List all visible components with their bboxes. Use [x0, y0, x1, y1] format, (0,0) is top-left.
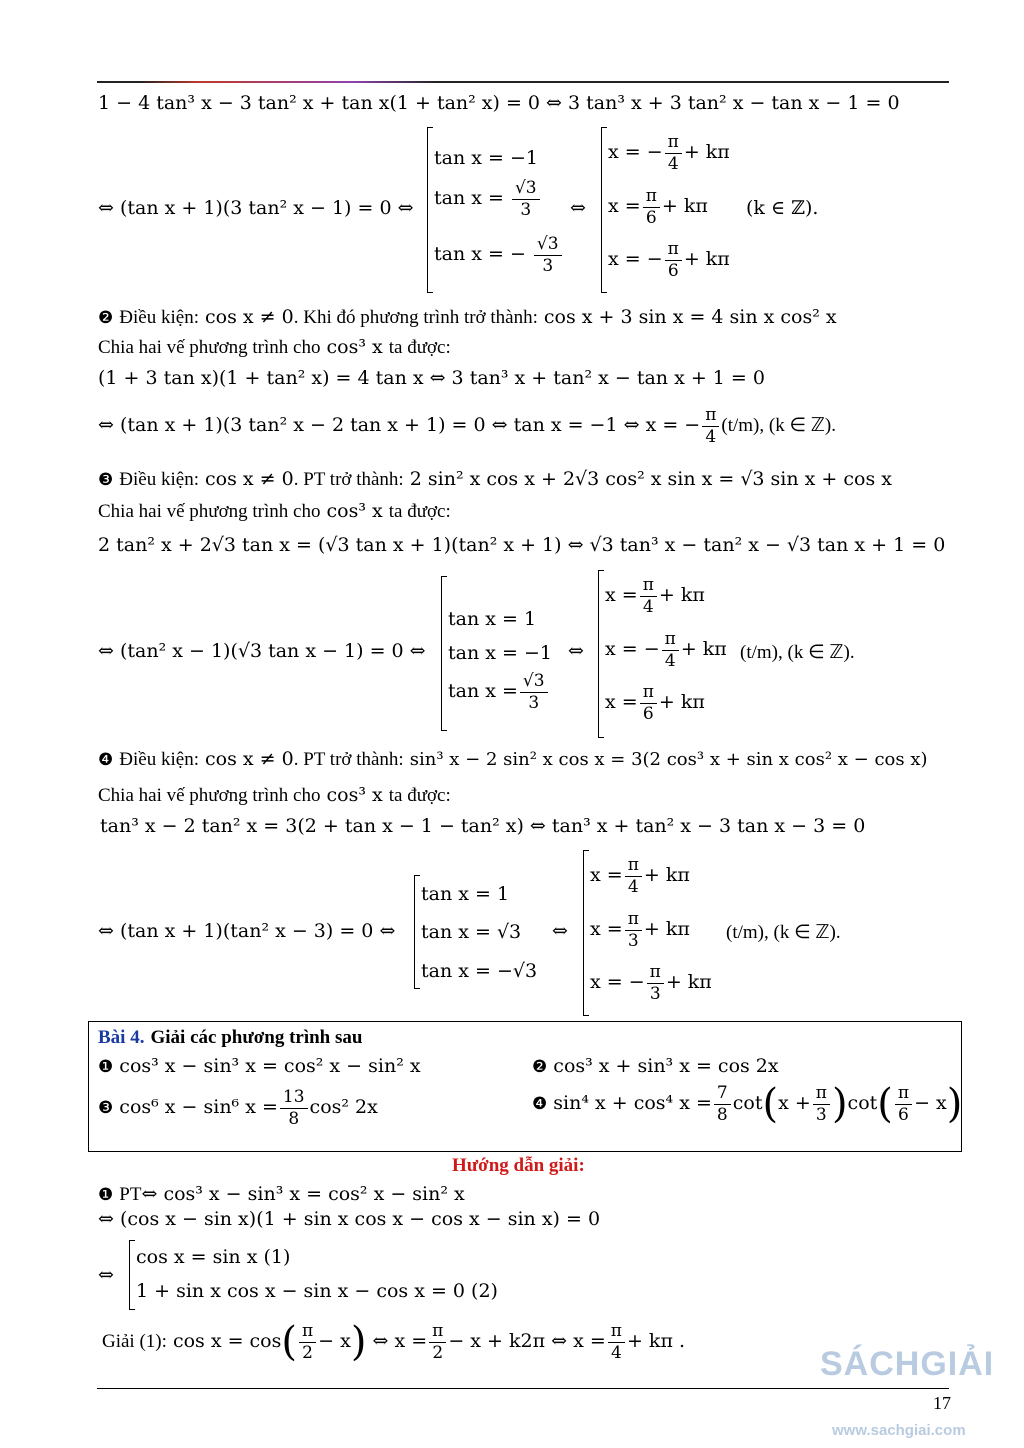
exercise-number: Bài 4.: [98, 1027, 145, 1048]
root-3: [605, 683, 705, 723]
fraction-den: 8: [716, 1104, 728, 1125]
text: (t/m), (k ∈ ℤ).: [721, 415, 836, 437]
fraction: [702, 406, 719, 446]
case-tan-3: tan x = −√3: [421, 960, 538, 982]
fraction-num: √3: [520, 672, 548, 693]
fraction: [625, 856, 642, 896]
root-label: x =: [605, 691, 638, 714]
math: cos x ≠ 0: [205, 748, 294, 770]
math: cot: [847, 1092, 878, 1115]
text: . PT trở thành:: [293, 469, 404, 490]
math: sin³ x − 2 sin² x cos x = 3(2 cos³ x + sin x cos² x − cos x): [409, 749, 928, 770]
fraction-den: 2: [302, 1342, 313, 1363]
text: Chia hai vế phương trình cho: [98, 785, 321, 806]
math: cos² 2x: [309, 1096, 378, 1119]
fraction-num: π: [299, 1322, 316, 1343]
fraction: [895, 1084, 912, 1124]
problem-4: [532, 1081, 963, 1128]
root-label: x = −: [608, 248, 663, 271]
root-label: x = −: [605, 638, 660, 661]
equiv-arrow: ⇔: [98, 1264, 114, 1286]
case-label: tan x = −: [434, 243, 526, 266]
fraction-num: π: [643, 187, 660, 208]
fraction-den: 3: [649, 983, 661, 1004]
fraction-num: 7: [714, 1084, 731, 1105]
footer-rule: [97, 1388, 949, 1389]
fraction-den: 3: [528, 692, 540, 713]
fraction: [640, 576, 657, 616]
fraction-num: π: [625, 910, 642, 931]
text: Điều kiện:: [119, 469, 199, 490]
case-system-sol: [129, 1240, 498, 1310]
math: cos³ x − sin³ x = cos² x − sin² x: [119, 1055, 421, 1077]
factor-equation: ⇔ (tan x + 1)(3 tan² x − 1) = 0 ⇔: [98, 197, 414, 219]
problem-number: ❹: [532, 1094, 548, 1115]
page-number: 17: [933, 1393, 951, 1413]
root-2: [605, 630, 727, 670]
text: . PT trở thành:: [293, 749, 404, 770]
fraction-num: π: [813, 1084, 830, 1105]
exercise-box: [88, 1021, 962, 1152]
case-system-tan: [414, 875, 538, 989]
fraction-num: √3: [512, 179, 540, 200]
sol-case-1: cos x = sin x (1): [136, 1246, 291, 1268]
fraction: [643, 187, 660, 227]
text: ta được:: [388, 337, 451, 358]
root-1: [590, 856, 690, 896]
paren-open: (: [762, 1081, 779, 1128]
root-1: [608, 133, 730, 173]
case-4-condition: [98, 750, 928, 769]
text: Chia hai vế phương trình cho: [98, 501, 321, 522]
math: cos x ≠ 0: [205, 468, 294, 490]
sachgiai-logo: SÁCHGIẢI: [820, 1345, 995, 1383]
fraction: [665, 240, 682, 280]
case-2-eq-2: [98, 406, 836, 446]
case-tan-3: [448, 672, 550, 712]
case-3-condition: [98, 470, 892, 489]
case-system-tan: [427, 127, 577, 293]
k-integer: (k ∈ ℤ).: [746, 197, 819, 219]
problem-number: ❶: [98, 1185, 114, 1205]
root-tail: + kπ: [680, 638, 727, 661]
math: 2 sin² x cos x + 2√3 cos² x sin x = √3 sin x + cos x: [409, 468, 892, 490]
root-label: x =: [590, 918, 623, 941]
text: Giải (1):: [102, 1331, 167, 1353]
text: Điều kiện:: [119, 749, 199, 770]
fraction: [520, 672, 548, 712]
fraction-num: √3: [534, 235, 562, 256]
header-rule: [97, 81, 949, 83]
case-2-eq-1: (1 + 3 tan x)(1 + tan² x) = 4 tan x ⇔ 3 tan³ x + tan² x − tan x + 1 = 0: [98, 367, 765, 389]
paren-close: ): [350, 1319, 367, 1366]
case-tan-2: tan x = −1: [448, 642, 552, 664]
fraction-num: π: [702, 406, 719, 427]
problem-2: [532, 1057, 779, 1076]
fraction-den: 3: [542, 255, 554, 276]
root-tail: + kπ: [643, 918, 690, 941]
exercise-heading: Giải các phương trình sau: [150, 1027, 363, 1048]
fraction-num: π: [429, 1322, 446, 1343]
root-1: [605, 576, 705, 616]
root-tail: + kπ: [658, 691, 705, 714]
solution-line-1: [98, 1185, 465, 1204]
fraction-den: 8: [288, 1108, 300, 1129]
fraction: [280, 1088, 308, 1128]
root-tail: + kπ: [658, 584, 705, 607]
fraction-num: π: [665, 133, 682, 154]
equiv-arrow: ⇔: [552, 920, 568, 942]
math: cos³ x: [326, 336, 383, 358]
case-3-factor: ⇔ (tan² x − 1)(√3 tan x − 1) = 0 ⇔: [98, 640, 426, 662]
text: ta được:: [388, 501, 451, 522]
fraction-den: 2: [432, 1342, 444, 1363]
case-tan-1: tan x = 1: [421, 883, 510, 905]
problem-3: [98, 1088, 378, 1128]
solution-line-4: [102, 1319, 686, 1366]
fraction-den: 4: [664, 650, 676, 671]
fraction-den: 6: [642, 703, 654, 724]
fraction-num: π: [895, 1084, 912, 1105]
root-tail: + kπ: [683, 248, 730, 271]
case-system-x: [601, 127, 741, 293]
math: cos³ x: [326, 784, 383, 806]
tm-note: (t/m), (k ∈ ℤ).: [740, 642, 855, 663]
fraction: [662, 630, 679, 670]
fraction-den: 3: [627, 930, 639, 951]
math: ⇔ x =: [372, 1330, 428, 1353]
fraction-den: 4: [705, 426, 717, 447]
root-label: x =: [605, 584, 638, 607]
text: PT: [119, 1184, 142, 1205]
root-tail: + kπ: [661, 195, 708, 218]
math: − x: [318, 1330, 351, 1353]
case-2-divide: [98, 338, 451, 357]
math: cot: [732, 1092, 763, 1115]
fraction: [625, 910, 642, 950]
fraction: [299, 1322, 316, 1362]
case-system-x: [598, 570, 738, 738]
case-system-tan: [441, 576, 571, 731]
case-system-x: [583, 850, 723, 1016]
math: cos x + 3 sin x = 4 sin x cos² x: [543, 306, 837, 328]
solution-heading: Hướng dẫn giải:: [452, 1155, 585, 1176]
site-url[interactable]: www.sachgiai.com: [832, 1422, 966, 1439]
fraction: [512, 179, 540, 219]
case-tan-2: tan x = √3: [421, 921, 522, 943]
text: Chia hai vế phương trình cho: [98, 337, 321, 358]
fraction: [813, 1084, 830, 1124]
root-label: x = −: [608, 141, 663, 164]
fraction: [714, 1084, 731, 1124]
math: − x: [914, 1092, 947, 1115]
text: ta được:: [388, 785, 451, 806]
fraction-den: 4: [667, 153, 679, 174]
fraction-den: 3: [815, 1104, 827, 1125]
fraction-den: 4: [642, 596, 654, 617]
fraction-num: π: [640, 683, 657, 704]
exercise-title: [98, 1028, 362, 1047]
case-2-condition: [98, 308, 837, 327]
case-tan-1: tan x = −1: [434, 147, 538, 169]
fraction-num: π: [662, 630, 679, 651]
math: ⇔ cos³ x − sin³ x = cos² x − sin² x: [141, 1183, 465, 1205]
case-number: ❸: [98, 470, 114, 490]
root-2: [590, 910, 690, 950]
fraction-den: 4: [610, 1342, 622, 1363]
math: sin⁴ x + cos⁴ x =: [553, 1092, 712, 1115]
fraction-den: 6: [898, 1104, 909, 1125]
problem-number: ❷: [532, 1057, 548, 1077]
case-number: ❷: [98, 308, 114, 328]
fraction-num: π: [647, 963, 664, 984]
fraction: [608, 1322, 625, 1362]
fraction-num: π: [640, 576, 657, 597]
fraction: [665, 133, 682, 173]
case-number: ❹: [98, 750, 114, 770]
sol-case-2: 1 + sin x cos x − sin x − cos x = 0 (2): [136, 1280, 498, 1302]
fraction-num: π: [625, 856, 642, 877]
fraction-den: 6: [645, 207, 657, 228]
case-4-eq-1: tan³ x − 2 tan² x = 3(2 + tan x − 1 − tan² x) ⇔ tan³ x + tan² x − 3 tan x − 3 = 0: [100, 815, 866, 837]
root-tail: + kπ: [683, 141, 730, 164]
root-2: [608, 187, 708, 227]
root-tail: + kπ: [665, 971, 712, 994]
case-tan-1: tan x = 1: [448, 608, 537, 630]
equiv-arrow: ⇔: [568, 640, 584, 662]
paren-open: (: [281, 1319, 297, 1366]
equation-line-1: 1 − 4 tan³ x − 3 tan² x + tan x(1 + tan² x) = 0 ⇔ 3 tan³ x + 3 tan² x − tan x − 1 = 0: [98, 92, 900, 114]
fraction-num: π: [608, 1322, 625, 1343]
problem-1: [98, 1057, 421, 1076]
case-label: tan x =: [434, 187, 504, 210]
fraction: [640, 683, 657, 723]
fraction-den: 3: [520, 199, 532, 220]
case-3-divide: [98, 502, 451, 521]
fraction-num: π: [665, 240, 682, 261]
case-tan-3: [434, 235, 564, 275]
root-tail: + kπ: [643, 864, 690, 887]
text: Điều kiện:: [119, 307, 199, 328]
paren-close: ): [831, 1081, 848, 1128]
case-4-divide: [98, 786, 451, 805]
tm-note: (t/m), (k ∈ ℤ).: [726, 922, 841, 943]
problem-number: ❸: [98, 1098, 114, 1119]
math: cos x ≠ 0: [205, 306, 294, 328]
math: ⇔ (tan x + 1)(3 tan² x − 2 tan x + 1) = 0 ⇔ tan x = −1 ⇔ x = −: [98, 414, 701, 437]
fraction-num: 13: [280, 1088, 308, 1109]
case-3-eq-1: 2 tan² x + 2√3 tan x = (√3 tan x + 1)(tan² x + 1) ⇔ √3 tan³ x − tan² x − √3 tan x + 1 = 0: [98, 534, 946, 556]
fraction: [647, 963, 664, 1003]
fraction: [429, 1322, 446, 1362]
math: cos³ x: [326, 500, 383, 522]
math: cos⁶ x − sin⁶ x =: [119, 1096, 278, 1119]
fraction-den: 4: [627, 876, 639, 897]
root-3: [590, 963, 712, 1003]
root-label: x =: [590, 864, 623, 887]
problem-number: ❶: [98, 1057, 114, 1077]
text: . Khi đó phương trình trở thành:: [293, 307, 538, 328]
math: + kπ .: [626, 1330, 686, 1353]
root-3: [608, 240, 730, 280]
solution-line-2: ⇔ (cos x − sin x)(1 + sin x cos x − cos x − sin x) = 0: [98, 1208, 601, 1230]
case-4-factor: ⇔ (tan x + 1)(tan² x − 3) = 0 ⇔: [98, 920, 396, 942]
case-label: tan x =: [448, 680, 518, 703]
paren-close: ): [946, 1081, 963, 1128]
math: cos³ x + sin³ x = cos 2x: [553, 1055, 779, 1077]
math: cos x = cos: [172, 1330, 282, 1353]
math: − x + k2π ⇔ x =: [448, 1330, 606, 1353]
fraction: [534, 235, 562, 275]
case-tan-2: [434, 179, 542, 219]
equiv-arrow: ⇔: [570, 197, 586, 219]
math: x +: [778, 1092, 811, 1115]
root-label: x =: [608, 195, 641, 218]
root-label: x = −: [590, 971, 645, 994]
fraction-den: 6: [667, 260, 679, 281]
paren-open: (: [877, 1081, 893, 1128]
